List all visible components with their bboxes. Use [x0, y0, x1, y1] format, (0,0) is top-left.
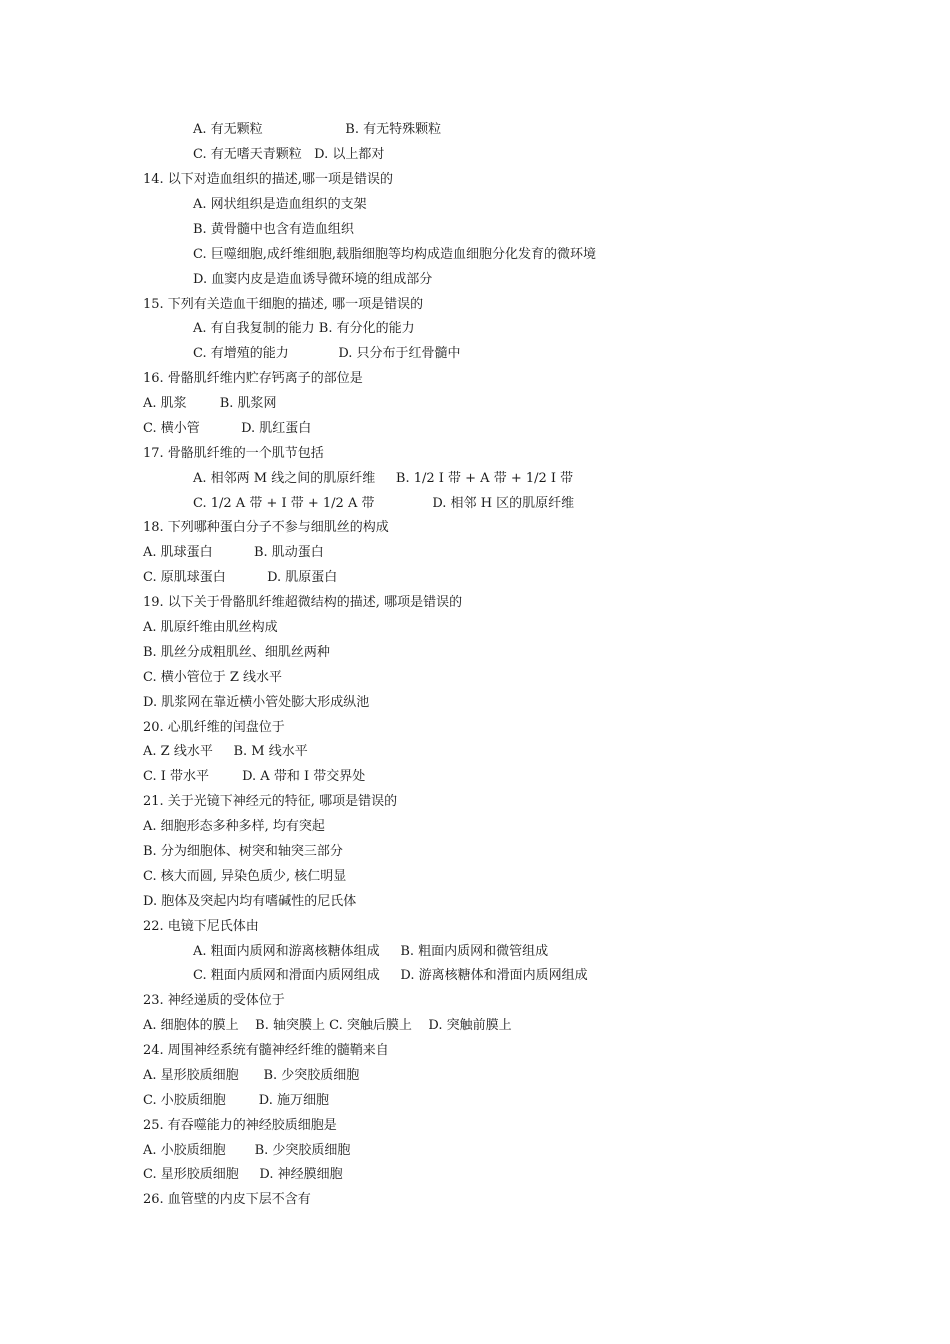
q21-option-b: B. 分为细胞体、树突和轴突三部分 [143, 844, 343, 859]
q13-options-ab: A. 有无颗粒 B. 有无特殊颗粒 [193, 122, 442, 137]
q20-options-cd: C. I 带水平 D. A 带和 I 带交界处 [143, 769, 366, 784]
q15-options-ab: A. 有自我复制的能力 B. 有分化的能力 [193, 321, 415, 336]
question-25: 25. 有吞噬能力的神经胶质细胞是 [143, 1118, 337, 1133]
question-26: 26. 血管壁的内皮下层不含有 [143, 1192, 311, 1207]
q25-options-ab: A. 小胶质细胞 B. 少突胶质细胞 [143, 1143, 351, 1158]
q21-option-d: D. 胞体及突起内均有嗜碱性的尼氏体 [143, 894, 357, 909]
q19-option-a: A. 肌原纤维由肌丝构成 [143, 620, 278, 635]
q15-options-cd: C. 有增殖的能力 D. 只分布于红骨髓中 [193, 346, 461, 361]
q22-options-ab: A. 粗面内质网和游离核糖体组成 B. 粗面内质网和微管组成 [193, 944, 549, 959]
question-16: 16. 骨骼肌纤维内贮存钙离子的部位是 [143, 371, 363, 386]
q14-option-d: D. 血窦内皮是造血诱导微环境的组成部分 [193, 272, 433, 287]
q16-options-cd: C. 横小管 D. 肌红蛋白 [143, 421, 312, 436]
q14-option-b: B. 黄骨髓中也含有造血组织 [193, 222, 354, 237]
question-21: 21. 关于光镜下神经元的特征, 哪项是错误的 [143, 794, 398, 809]
q21-option-c: C. 核大而圆, 异染色质少, 核仁明显 [143, 869, 347, 884]
question-20: 20. 心肌纤维的闰盘位于 [143, 720, 285, 735]
question-19: 19. 以下关于骨骼肌纤维超微结构的描述, 哪项是错误的 [143, 595, 463, 610]
question-15: 15. 下列有关造血干细胞的描述, 哪一项是错误的 [143, 297, 424, 312]
q19-option-d: D. 肌浆网在靠近横小管处膨大形成纵池 [143, 695, 370, 710]
q23-options: A. 细胞体的膜上 B. 轴突膜上 C. 突触后膜上 D. 突触前膜上 [143, 1018, 512, 1033]
question-23: 23. 神经递质的受体位于 [143, 993, 285, 1008]
q21-option-a: A. 细胞形态多种多样, 均有突起 [143, 819, 325, 834]
q17-options-ab: A. 相邻两 M 线之间的肌原纤维 B. 1/2 I 带 + A 带 + 1/2 I 带 [193, 471, 574, 486]
q18-options-cd: C. 原肌球蛋白 D. 肌原蛋白 [143, 570, 338, 585]
question-18: 18. 下列哪种蛋白分子不参与细肌丝的构成 [143, 520, 389, 535]
q25-options-cd: C. 星形胶质细胞 D. 神经膜细胞 [143, 1167, 343, 1182]
q19-option-c: C. 横小管位于 Z 线水平 [143, 670, 283, 685]
q22-options-cd: C. 粗面内质网和滑面内质网组成 D. 游离核糖体和滑面内质网组成 [193, 968, 588, 983]
q16-options-ab: A. 肌浆 B. 肌浆网 [143, 396, 277, 411]
q17-options-cd: C. 1/2 A 带 + I 带 + 1/2 A 带 D. 相邻 H 区的肌原纤维 [193, 496, 575, 511]
question-24: 24. 周围神经系统有髓神经纤维的髓鞘来自 [143, 1043, 389, 1058]
q24-options-ab: A. 星形胶质细胞 B. 少突胶质细胞 [143, 1068, 360, 1083]
q13-options-cd: C. 有无嗜天青颗粒 D. 以上都对 [193, 147, 385, 162]
q20-options-ab: A. Z 线水平 B. M 线水平 [143, 744, 308, 759]
q14-option-a: A. 网状组织是造血组织的支架 [193, 197, 367, 212]
question-17: 17. 骨骼肌纤维的一个肌节包括 [143, 446, 324, 461]
q24-options-cd: C. 小胶质细胞 D. 施万细胞 [143, 1093, 330, 1108]
q19-option-b: B. 肌丝分成粗肌丝、细肌丝两种 [143, 645, 330, 660]
q18-options-ab: A. 肌球蛋白 B. 肌动蛋白 [143, 545, 324, 560]
q14-option-c: C. 巨噬细胞,成纤维细胞,载脂细胞等均构成造血细胞分化发育的微环境 [193, 247, 597, 262]
question-14: 14. 以下对造血组织的描述,哪一项是错误的 [143, 172, 393, 187]
question-22: 22. 电镜下尼氏体由 [143, 919, 259, 934]
